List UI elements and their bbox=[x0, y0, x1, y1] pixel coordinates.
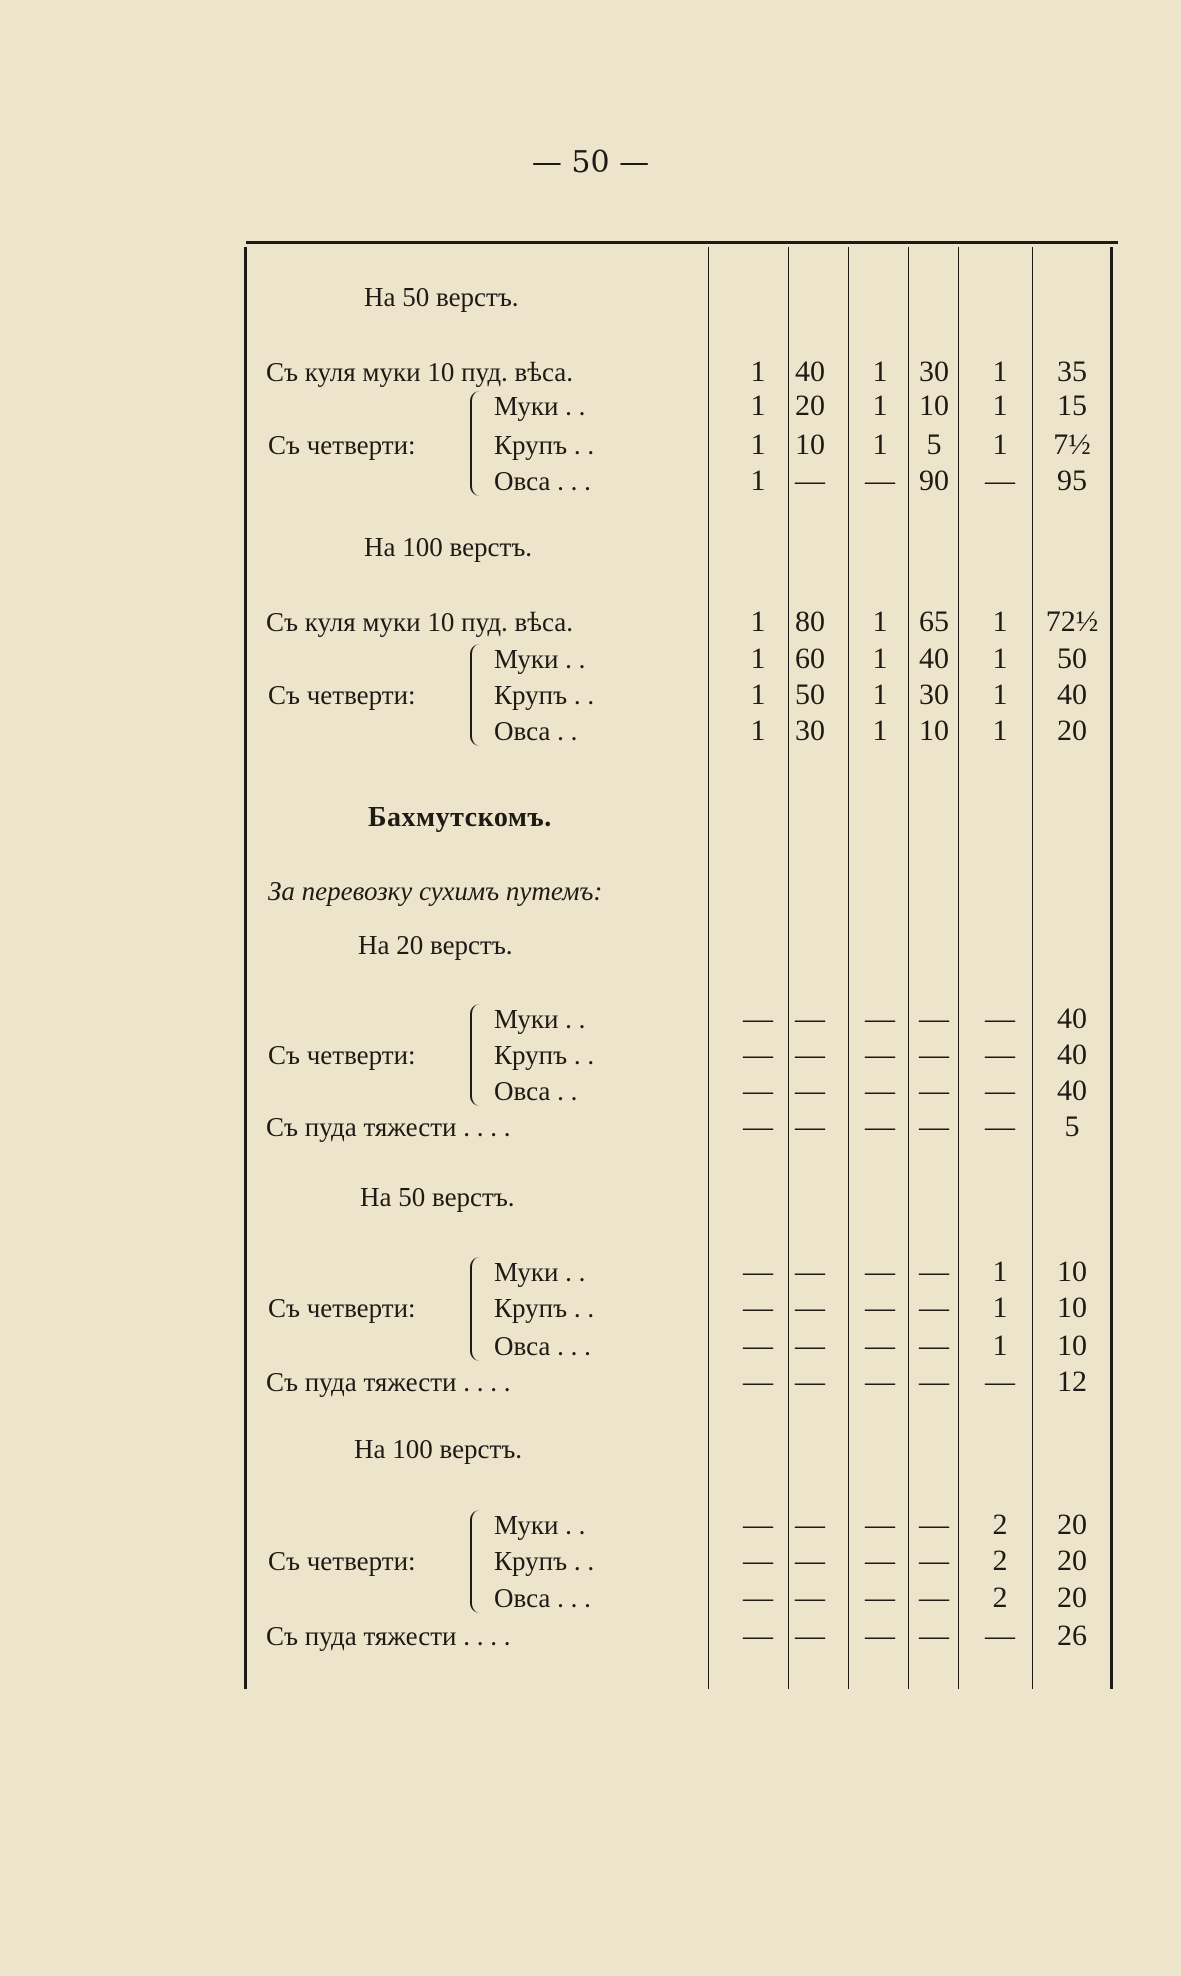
table-row bbox=[0, 678, 1181, 712]
value-cell: 1 bbox=[992, 428, 1008, 461]
table-row bbox=[0, 428, 1181, 462]
value-cell: — bbox=[743, 1110, 773, 1143]
row-label: Муки . . bbox=[494, 1004, 586, 1034]
value-cell: 1 bbox=[992, 678, 1008, 711]
value-cell: 1 bbox=[750, 428, 766, 461]
value-cell: — bbox=[865, 1508, 895, 1541]
value-cell: — bbox=[985, 1619, 1015, 1652]
value-cell: — bbox=[919, 1038, 949, 1071]
table-row bbox=[0, 1619, 1181, 1653]
row-label: Муки . . bbox=[494, 1257, 586, 1287]
row-label: Крупъ . . bbox=[494, 1293, 595, 1323]
table-row bbox=[0, 1365, 1181, 1399]
value-cell: — bbox=[865, 1255, 895, 1288]
group-brace bbox=[470, 391, 482, 496]
row-label: Овса . . bbox=[494, 716, 578, 746]
value-cell: — bbox=[795, 1365, 825, 1398]
value-cell: — bbox=[795, 1619, 825, 1652]
value-cell: — bbox=[743, 1291, 773, 1324]
value-cell: 15 bbox=[1057, 389, 1087, 422]
value-cell: — bbox=[919, 1255, 949, 1288]
row-label: Съ пуда тяжести . . . . bbox=[266, 1112, 511, 1142]
value-cell: — bbox=[795, 1581, 825, 1614]
value-cell: 40 bbox=[1057, 1038, 1087, 1071]
row-label: Овса . . . bbox=[494, 1583, 591, 1613]
value-cell: — bbox=[795, 1544, 825, 1577]
value-cell: 1 bbox=[750, 355, 766, 388]
value-cell: — bbox=[865, 1365, 895, 1398]
value-cell: 5 bbox=[926, 428, 942, 461]
value-cell: — bbox=[795, 1002, 825, 1035]
row-label: Съ куля муки 10 пуд. вѣса. bbox=[266, 607, 574, 637]
column-rule bbox=[958, 247, 959, 1689]
value-cell: 1 bbox=[872, 428, 888, 461]
value-cell: — bbox=[743, 1544, 773, 1577]
group-brace bbox=[470, 1257, 482, 1361]
value-cell: — bbox=[865, 1074, 895, 1107]
value-cell: — bbox=[743, 1002, 773, 1035]
value-cell: 50 bbox=[795, 678, 825, 711]
value-cell: 20 bbox=[1057, 1581, 1087, 1614]
value-cell: — bbox=[795, 1291, 825, 1324]
table-row bbox=[0, 1329, 1181, 1363]
value-cell: — bbox=[865, 1581, 895, 1614]
section-heading: На 20 верстъ. bbox=[358, 930, 513, 960]
value-cell: 2 bbox=[992, 1581, 1008, 1614]
value-cell: — bbox=[743, 1074, 773, 1107]
table-top-rule bbox=[246, 241, 1118, 244]
value-cell: 1 bbox=[992, 714, 1008, 747]
value-cell: 90 bbox=[919, 464, 949, 497]
value-cell: 20 bbox=[1057, 714, 1087, 747]
value-cell: 1 bbox=[750, 678, 766, 711]
value-cell: 1 bbox=[992, 1329, 1008, 1362]
value-cell: 40 bbox=[919, 642, 949, 675]
value-cell: — bbox=[865, 1110, 895, 1143]
row-label: Овса . . . bbox=[494, 466, 591, 496]
district-heading: Бахмутскомъ. bbox=[368, 802, 552, 833]
column-rule bbox=[848, 247, 849, 1689]
value-cell: — bbox=[743, 1255, 773, 1288]
value-cell: 20 bbox=[1057, 1508, 1087, 1541]
table-row bbox=[0, 1110, 1181, 1144]
value-cell: 1 bbox=[750, 464, 766, 497]
value-cell: — bbox=[919, 1581, 949, 1614]
value-cell: — bbox=[985, 1002, 1015, 1035]
transport-subtitle: За перевозку сухимъ путемъ: bbox=[268, 876, 603, 906]
value-cell: 10 bbox=[1057, 1255, 1087, 1288]
row-label: Крупъ . . bbox=[494, 1546, 595, 1576]
value-cell: — bbox=[919, 1074, 949, 1107]
page-number: — 50 — bbox=[531, 145, 650, 180]
table-row bbox=[0, 1291, 1181, 1325]
column-rule bbox=[708, 247, 709, 1689]
value-cell: — bbox=[919, 1619, 949, 1652]
value-cell: 1 bbox=[992, 1291, 1008, 1324]
value-cell: — bbox=[919, 1329, 949, 1362]
value-cell: — bbox=[743, 1508, 773, 1541]
row-label: Овса . . bbox=[494, 1076, 578, 1106]
value-cell: — bbox=[795, 1255, 825, 1288]
value-cell: 1 bbox=[872, 355, 888, 388]
value-cell: — bbox=[743, 1329, 773, 1362]
column-rule bbox=[908, 247, 909, 1689]
value-cell: 7½ bbox=[1053, 428, 1091, 461]
value-cell: — bbox=[743, 1581, 773, 1614]
value-cell: 65 bbox=[919, 605, 949, 638]
value-cell: 20 bbox=[795, 389, 825, 422]
value-cell: — bbox=[795, 1074, 825, 1107]
value-cell: 10 bbox=[919, 714, 949, 747]
row-label: Крупъ . . bbox=[494, 430, 595, 460]
group-label: Съ четверти: bbox=[268, 680, 416, 710]
value-cell: — bbox=[919, 1544, 949, 1577]
value-cell: 12 bbox=[1057, 1365, 1087, 1398]
group-brace bbox=[470, 644, 482, 746]
value-cell: 26 bbox=[1057, 1619, 1087, 1652]
value-cell: 40 bbox=[1057, 678, 1087, 711]
value-cell: — bbox=[865, 464, 895, 497]
value-cell: 20 bbox=[1057, 1544, 1087, 1577]
value-cell: — bbox=[743, 1619, 773, 1652]
value-cell: — bbox=[919, 1002, 949, 1035]
value-cell: 1 bbox=[872, 714, 888, 747]
value-cell: — bbox=[865, 1002, 895, 1035]
value-cell: 35 bbox=[1057, 355, 1087, 388]
table-row bbox=[0, 355, 1181, 389]
value-cell: — bbox=[865, 1544, 895, 1577]
group-label: Съ четверти: bbox=[268, 1293, 416, 1323]
value-cell: — bbox=[985, 464, 1015, 497]
value-cell: 95 bbox=[1057, 464, 1087, 497]
section-heading: На 100 верстъ. bbox=[354, 1434, 523, 1464]
value-cell: — bbox=[919, 1291, 949, 1324]
section-heading: На 100 верстъ. bbox=[364, 532, 533, 562]
value-cell: — bbox=[743, 1038, 773, 1071]
value-cell: — bbox=[919, 1365, 949, 1398]
value-cell: — bbox=[985, 1365, 1015, 1398]
value-cell: 1 bbox=[750, 642, 766, 675]
table-row bbox=[0, 1038, 1181, 1072]
column-rule bbox=[1032, 247, 1033, 1689]
row-label: Съ пуда тяжести . . . . bbox=[266, 1621, 511, 1651]
value-cell: 60 bbox=[795, 642, 825, 675]
row-label: Крупъ . . bbox=[494, 1040, 595, 1070]
value-cell: 80 bbox=[795, 605, 825, 638]
row-label: Съ куля муки 10 пуд. вѣса. bbox=[266, 357, 574, 387]
row-label: Овса . . . bbox=[494, 1331, 591, 1361]
value-cell: — bbox=[865, 1038, 895, 1071]
value-cell: 1 bbox=[992, 355, 1008, 388]
column-rule bbox=[1110, 247, 1113, 1689]
value-cell: 30 bbox=[795, 714, 825, 747]
value-cell: — bbox=[919, 1508, 949, 1541]
table-row bbox=[0, 605, 1181, 639]
value-cell: — bbox=[795, 464, 825, 497]
value-cell: — bbox=[795, 1329, 825, 1362]
value-cell: — bbox=[985, 1110, 1015, 1143]
table-row bbox=[0, 714, 1181, 748]
value-cell: 40 bbox=[1057, 1074, 1087, 1107]
value-cell: 2 bbox=[992, 1508, 1008, 1541]
value-cell: 1 bbox=[750, 605, 766, 638]
value-cell: 72½ bbox=[1045, 605, 1099, 638]
row-label: Муки . . bbox=[494, 1510, 586, 1540]
value-cell: 50 bbox=[1057, 642, 1087, 675]
value-cell: — bbox=[919, 1110, 949, 1143]
column-rule bbox=[244, 247, 247, 1689]
value-cell: 30 bbox=[919, 678, 949, 711]
value-cell: 2 bbox=[992, 1544, 1008, 1577]
row-label: Съ пуда тяжести . . . . bbox=[266, 1367, 511, 1397]
value-cell: — bbox=[865, 1291, 895, 1324]
group-brace bbox=[470, 1510, 482, 1613]
value-cell: — bbox=[985, 1074, 1015, 1107]
value-cell: 40 bbox=[795, 355, 825, 388]
value-cell: 1 bbox=[750, 714, 766, 747]
group-brace bbox=[470, 1004, 482, 1106]
column-rule bbox=[788, 247, 789, 1689]
row-label: Муки . . bbox=[494, 644, 586, 674]
value-cell: 1 bbox=[872, 605, 888, 638]
value-cell: 1 bbox=[872, 389, 888, 422]
group-label: Съ четверти: bbox=[268, 430, 416, 460]
value-cell: 30 bbox=[919, 355, 949, 388]
row-label: Муки . . bbox=[494, 391, 586, 421]
value-cell: — bbox=[795, 1508, 825, 1541]
value-cell: 1 bbox=[750, 389, 766, 422]
section-heading: На 50 верстъ. bbox=[360, 1182, 515, 1212]
table-row bbox=[0, 1074, 1181, 1108]
value-cell: — bbox=[795, 1110, 825, 1143]
value-cell: — bbox=[743, 1365, 773, 1398]
value-cell: — bbox=[795, 1038, 825, 1071]
table-row bbox=[0, 1544, 1181, 1578]
value-cell: 40 bbox=[1057, 1002, 1087, 1035]
section-heading: На 50 верстъ. bbox=[364, 282, 519, 312]
value-cell: 1 bbox=[992, 1255, 1008, 1288]
value-cell: — bbox=[985, 1038, 1015, 1071]
value-cell: 1 bbox=[992, 389, 1008, 422]
value-cell: 10 bbox=[1057, 1329, 1087, 1362]
table-row bbox=[0, 464, 1181, 498]
group-label: Съ четверти: bbox=[268, 1546, 416, 1576]
value-cell: 5 bbox=[1064, 1110, 1080, 1143]
value-cell: 1 bbox=[872, 642, 888, 675]
value-cell: 1 bbox=[992, 642, 1008, 675]
group-label: Съ четверти: bbox=[268, 1040, 416, 1070]
value-cell: 10 bbox=[795, 428, 825, 461]
value-cell: 10 bbox=[1057, 1291, 1087, 1324]
value-cell: 10 bbox=[919, 389, 949, 422]
row-label: Крупъ . . bbox=[494, 680, 595, 710]
value-cell: 1 bbox=[872, 678, 888, 711]
table-row bbox=[0, 1581, 1181, 1615]
value-cell: — bbox=[865, 1329, 895, 1362]
value-cell: 1 bbox=[992, 605, 1008, 638]
value-cell: — bbox=[865, 1619, 895, 1652]
